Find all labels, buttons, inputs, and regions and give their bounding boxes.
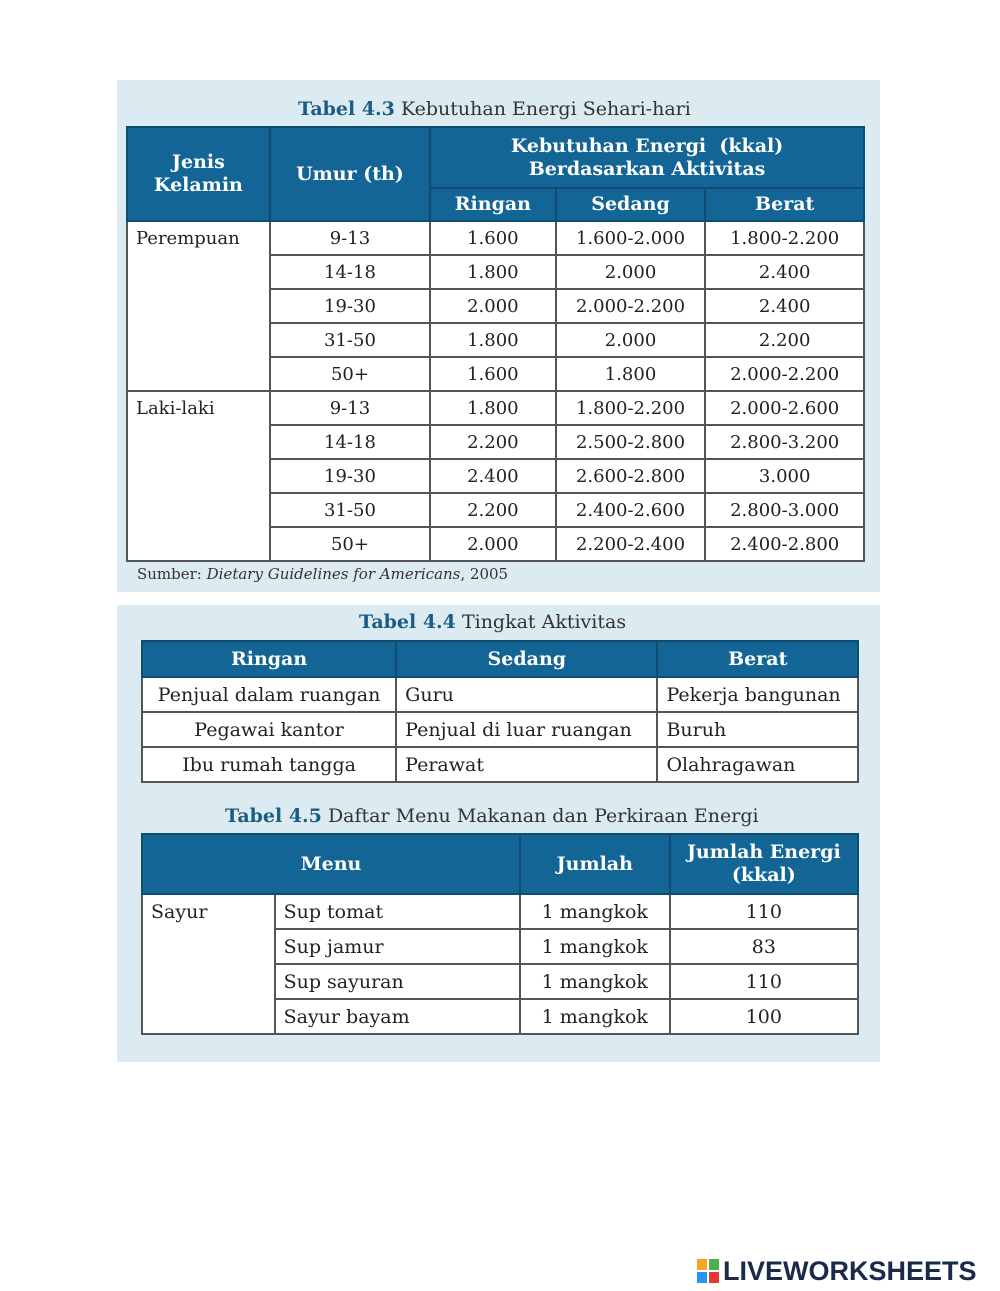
caption-text: Kebutuhan Energi Sehari-hari (394, 98, 691, 120)
cell-energi: 100 (670, 999, 858, 1034)
caption-text: Daftar Menu Makanan dan Perkiraan Energi (321, 805, 759, 827)
table-row (142, 677, 858, 712)
cell-sedang: Guru (396, 677, 657, 712)
header-kebutuhan-line2: Berdasarkan Aktivitas (528, 157, 766, 180)
header-sedang: Sedang (396, 641, 657, 677)
cell-ringan: Ibu rumah tangga (142, 747, 396, 782)
header-sedang: Sedang (556, 188, 706, 221)
table-row (127, 221, 864, 255)
cell-berat: 2.000-2.600 (705, 391, 864, 425)
header-umur: Umur (th) (270, 127, 430, 221)
caption-label: Tabel 4.5 (225, 805, 322, 827)
header-jumlah: Jumlah (520, 834, 670, 894)
header-jenis-kelamin: Jenis Kelamin (127, 127, 270, 221)
cell-age: 31-50 (270, 323, 430, 357)
cell-age: 19-30 (270, 289, 430, 323)
source-suffix: , 2005 (460, 565, 509, 583)
cell-ringan: 1.800 (430, 391, 556, 425)
liveworksheets-logo (697, 1255, 977, 1287)
table-4-5-caption (225, 805, 759, 827)
cell-ringan: 2.200 (430, 425, 556, 459)
cell-berat: 2.200 (705, 323, 864, 357)
food-menu-table (141, 833, 859, 1035)
cell-jumlah: 1 mangkok (520, 929, 670, 964)
cell-berat: 2.400 (705, 255, 864, 289)
cell-age: 14-18 (270, 255, 430, 289)
cell-gender: Perempuan (127, 221, 270, 391)
table-row (142, 747, 858, 782)
cell-sedang: 2.000-2.200 (556, 289, 706, 323)
cell-item: Sayur bayam (275, 999, 520, 1034)
header-ringan: Ringan (430, 188, 556, 221)
cell-berat: 2.000-2.200 (705, 357, 864, 391)
cell-gender: Laki-laki (127, 391, 270, 561)
table-row (142, 894, 858, 929)
cell-sedang: Penjual di luar ruangan (396, 712, 657, 747)
cell-jumlah: 1 mangkok (520, 999, 670, 1034)
cell-ringan: 1.800 (430, 255, 556, 289)
cell-energi: 110 (670, 894, 858, 929)
header-kebutuhan-energi (430, 127, 864, 188)
cell-sedang: 2.000 (556, 323, 706, 357)
cell-sedang: 1.800 (556, 357, 706, 391)
cell-sedang: 2.000 (556, 255, 706, 289)
cell-age: 50+ (270, 357, 430, 391)
logo-square (709, 1259, 719, 1270)
cell-age: 14-18 (270, 425, 430, 459)
header-menu: Menu (142, 834, 520, 894)
cell-sedang: 1.800-2.200 (556, 391, 706, 425)
table-4-4-caption (359, 611, 626, 633)
cell-ringan: 2.000 (430, 289, 556, 323)
logo-mark-icon (697, 1259, 719, 1283)
cell-berat: 1.800-2.200 (705, 221, 864, 255)
cell-ringan: 2.200 (430, 493, 556, 527)
table-row (127, 391, 864, 425)
cell-sedang: 2.500-2.800 (556, 425, 706, 459)
cell-age: 31-50 (270, 493, 430, 527)
table-row (142, 712, 858, 747)
header-berat: Berat (657, 641, 858, 677)
cell-ringan: 2.000 (430, 527, 556, 561)
cell-age: 50+ (270, 527, 430, 561)
source-title: Dietary Guidelines for Americans (206, 565, 461, 583)
cell-sedang: 1.600-2.000 (556, 221, 706, 255)
cell-ringan: Pegawai kantor (142, 712, 396, 747)
cell-age: 19-30 (270, 459, 430, 493)
cell-sedang: 2.600-2.800 (556, 459, 706, 493)
cell-energi: 83 (670, 929, 858, 964)
table-4-3-source (137, 565, 508, 583)
cell-berat: Olahragawan (657, 747, 858, 782)
energy-needs-table (126, 126, 865, 562)
cell-category: Sayur (142, 894, 275, 1034)
cell-sedang: Perawat (396, 747, 657, 782)
caption-text: Tingkat Aktivitas (455, 611, 627, 633)
cell-item: Sup sayuran (275, 964, 520, 999)
activity-level-table (141, 640, 859, 783)
logo-square (697, 1259, 707, 1270)
cell-berat: 3.000 (705, 459, 864, 493)
cell-jumlah: 1 mangkok (520, 964, 670, 999)
cell-berat: 2.400-2.800 (705, 527, 864, 561)
cell-age: 9-13 (270, 391, 430, 425)
table-4-3-caption (298, 98, 691, 120)
cell-berat: 2.800-3.200 (705, 425, 864, 459)
cell-item: Sup tomat (275, 894, 520, 929)
cell-berat: 2.800-3.000 (705, 493, 864, 527)
header-jumlah-energi (670, 834, 858, 894)
cell-berat: Pekerja bangunan (657, 677, 858, 712)
caption-label: Tabel 4.3 (298, 98, 395, 120)
cell-ringan: 1.600 (430, 357, 556, 391)
cell-sedang: 2.400-2.600 (556, 493, 706, 527)
caption-label: Tabel 4.4 (359, 611, 456, 633)
cell-ringan: Penjual dalam ruangan (142, 677, 396, 712)
cell-sedang: 2.200-2.400 (556, 527, 706, 561)
cell-jumlah: 1 mangkok (520, 894, 670, 929)
cell-ringan: 2.400 (430, 459, 556, 493)
logo-square (697, 1272, 707, 1283)
cell-energi: 110 (670, 964, 858, 999)
header-kebutuhan-line1: Kebutuhan Energi (kkal) (510, 134, 784, 157)
cell-item: Sup jamur (275, 929, 520, 964)
cell-berat: 2.400 (705, 289, 864, 323)
header-ringan: Ringan (142, 641, 396, 677)
cell-ringan: 1.600 (430, 221, 556, 255)
source-prefix: Sumber: (137, 565, 207, 583)
logo-text: LIVEWORKSHEETS (723, 1255, 977, 1286)
header-energi-line2: (kkal) (731, 864, 796, 886)
cell-age: 9-13 (270, 221, 430, 255)
header-energi-line1: Jumlah Energi (686, 841, 841, 864)
header-berat: Berat (705, 188, 864, 221)
logo-square (709, 1272, 719, 1283)
cell-ringan: 1.800 (430, 323, 556, 357)
cell-berat: Buruh (657, 712, 858, 747)
